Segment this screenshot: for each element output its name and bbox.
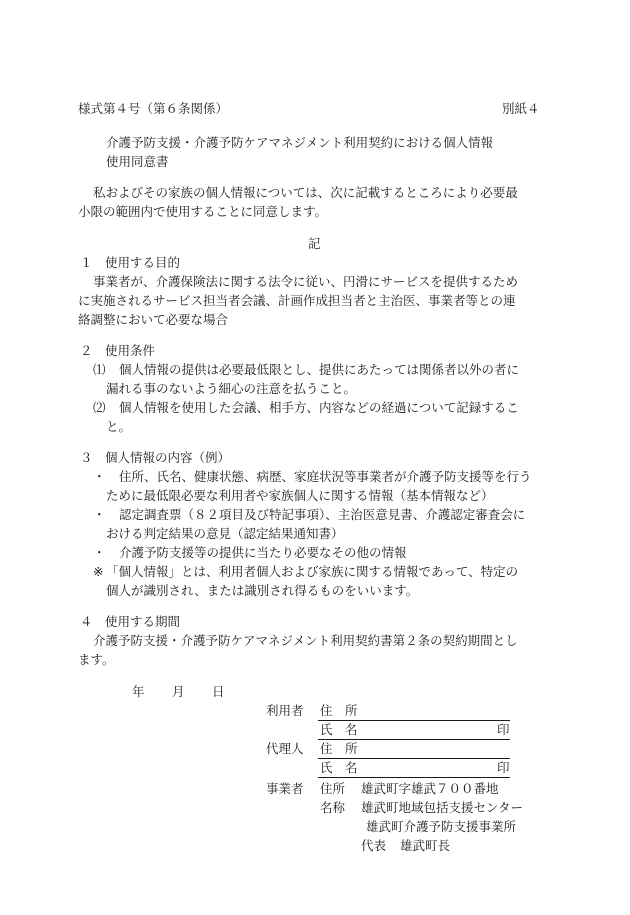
date-month-label: 月 (172, 684, 185, 699)
representative-label: 代表 (361, 838, 387, 853)
section3-heading: ３ 個人情報の内容（例） (80, 450, 231, 465)
section3-item2-bullet: ・ (93, 507, 106, 522)
section1-heading: １ 使用する目的 (80, 255, 181, 270)
section3-note-marker: ※ (93, 564, 104, 579)
business-name-label: 名称 (320, 800, 346, 815)
section4-line1: 介護予防支援・介護予防ケアマネジメント利用契約書第２条の契約期間とし (93, 633, 518, 648)
agent-name-label: 氏 名 (320, 760, 358, 775)
section4-line2: ます。 (78, 652, 115, 667)
agent-address-line (318, 758, 510, 759)
section4-heading: ４ 使用する期間 (80, 614, 181, 629)
section3-item1-bullet: ・ (93, 469, 106, 484)
agent-label: 代理人 (266, 741, 304, 756)
section2-item2-marker: ⑵ (93, 400, 106, 415)
intro-line1: 私およびその家族の個人情報については、次に記載するところにより必要最 (93, 185, 518, 200)
user-name-label: 氏 名 (320, 722, 358, 737)
user-address-label: 住 所 (320, 703, 358, 718)
document-title-line1: 介護予防支援・介護予防ケアマネジメント利用契約における個人情報 (106, 135, 494, 150)
agent-name-line (318, 777, 510, 778)
user-seal-mark: 印 (497, 722, 510, 737)
user-label: 利用者 (266, 703, 304, 718)
section2-item2-line1: 個人情報を使用した会議、相手方、内容などの経過について記録するこ (119, 400, 519, 415)
form-number: 様式第４号（第６条関係） (78, 101, 229, 116)
section2-item1-line1: 個人情報の提供は必要最低限とし、提供にあたっては関係者以外の者に (119, 362, 520, 377)
business-name-value1: 雄武町地域包括支援センター (361, 800, 524, 815)
business-name-value2: 雄武町介護予防支援事業所 (366, 819, 517, 834)
section3-item2-line1: 認定調査票（８２項目及び特記事項）、主治医意見書、介護認定審査会に (119, 507, 526, 522)
section2-item2-line2: と。 (106, 419, 132, 434)
business-label: 事業者 (266, 781, 304, 796)
user-name-line (318, 739, 510, 740)
section3-note-line2: 個人が識別され、または識別され得るものをいいます。 (106, 583, 419, 598)
intro-line2: 小限の範囲内で使用することに同意します。 (78, 204, 328, 219)
user-address-line (318, 720, 510, 721)
business-address-label: 住所 (320, 781, 346, 796)
section3-item1-line2: ために最低限必要な利用者や家族個人に関する情報（基本情報など） (106, 488, 494, 503)
document-title-line2: 使用同意書 (106, 154, 169, 169)
date-day-label: 日 (212, 684, 225, 699)
attachment-label: 別紙４ (502, 101, 540, 116)
section3-item3-bullet: ・ (93, 545, 106, 560)
agent-seal-mark: 印 (497, 760, 510, 775)
agent-address-label: 住 所 (320, 741, 358, 756)
section3-item3-line1: 介護予防支援等の提供に当たり必要なその他の情報 (119, 545, 407, 560)
representative-value: 雄武町長 (400, 838, 451, 853)
date-year-label: 年 (132, 684, 145, 699)
section1-line3: 絡調整において必要な場合 (78, 312, 229, 327)
section3-note-line1: 「個人情報」とは、利用者個人および家族に関する情報であって、特定の (106, 564, 519, 579)
section2-item1-marker: ⑴ (93, 362, 106, 377)
section1-line2: に実施されるサービス担当者会議、計画作成担当者と主治医、事業者等との連 (78, 293, 516, 308)
section3-item2-line2: おける判定結果の意見（認定結果通知書） (106, 526, 344, 541)
section2-item1-line2: 漏れる事のないよう細心の注意を払うこと。 (106, 381, 357, 396)
business-address-value: 雄武町字雄武７００番地 (361, 781, 499, 796)
section3-item1-line1: 住所、氏名、健康状態、病歴、家庭状況等事業者が介護予防支援等を行う (119, 469, 532, 484)
section2-heading: ２ 使用条件 (80, 343, 156, 358)
section1-line1: 事業者が、介護保険法に関する法令に従い、円滑にサービスを提供するため (93, 274, 519, 289)
ki-mark: 記 (308, 236, 321, 251)
